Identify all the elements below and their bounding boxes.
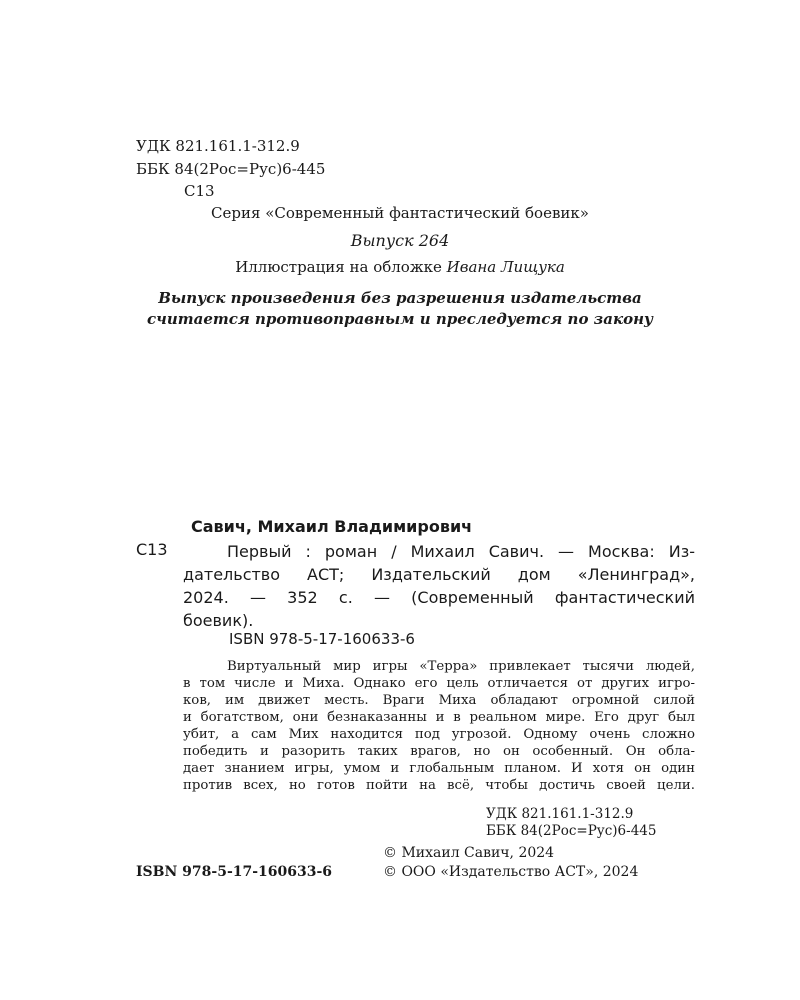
annotation-line: и богатством, они безнаказанны и в реальном мире. Его друг был: [183, 710, 695, 725]
footer-isbn: ISBN 978-5-17-160633-6: [136, 864, 333, 880]
copyright-warning: [0, 288, 800, 330]
annotation: [183, 658, 695, 794]
warning-line: Выпуск произведения без разрешения издательства: [158, 289, 642, 307]
issue-number: Выпуск 264: [350, 231, 450, 250]
bbk-code: ББК 84(2Рос=Рус)6-445: [136, 160, 326, 178]
udk-code: УДК 821.161.1-312.9: [136, 137, 300, 155]
series-title: Серия «Современный фантастический боевик»: [211, 204, 589, 222]
author-sign: С13: [184, 182, 215, 200]
biblio-line: 2024. — 352 с. — (Современный фантастический: [183, 588, 695, 607]
illustration-prefix: Иллюстрация на обложке: [235, 258, 442, 276]
annotation-line: против всех, но готов пойти на всё, чтобы достичь своей цели.: [183, 778, 695, 793]
bibliographic-description: [183, 540, 695, 632]
card-author: Савич, Михаил Владимирович: [191, 517, 473, 536]
card-udk: УДК 821.161.1-312.9: [486, 806, 634, 822]
annotation-line: победить и разорить таких врагов, но он особенный. Он обла-: [183, 744, 695, 759]
biblio-line: Первый : роман / Михаил Савич. — Москва: Из-: [227, 542, 695, 561]
card-bbk: ББК 84(2Рос=Рус)6-445: [486, 823, 657, 839]
illustration-artist: Ивана Лищука: [446, 258, 565, 276]
copyright-publisher: © ООО «Издательство АСТ», 2024: [383, 864, 639, 880]
card-author-sign: С13: [136, 540, 168, 559]
annotation-line: Виртуальный мир игры «Терра» привлекает тысячи людей,: [227, 659, 695, 674]
card-isbn: ISBN 978-5-17-160633-6: [229, 630, 415, 648]
annotation-line: дает знанием игры, умом и глобальным планом. И хотя он один: [183, 761, 695, 776]
annotation-line: убит, а сам Мих находится под угрозой. Одному очень сложно: [183, 727, 695, 742]
annotation-line: ков, им движет месть. Враги Миха обладают огромной силой: [183, 693, 695, 708]
copyright-author: © Михаил Савич, 2024: [383, 845, 555, 861]
illustration-credit: [0, 258, 800, 276]
biblio-line: боевик).: [183, 611, 254, 630]
biblio-line: дательство АСТ; Издательский дом «Ленинград»,: [183, 565, 695, 584]
warning-line: считается противоправным и преследуется по закону: [146, 310, 654, 328]
annotation-line: в том числе и Миха. Однако его цель отличается от других игро-: [183, 676, 695, 691]
